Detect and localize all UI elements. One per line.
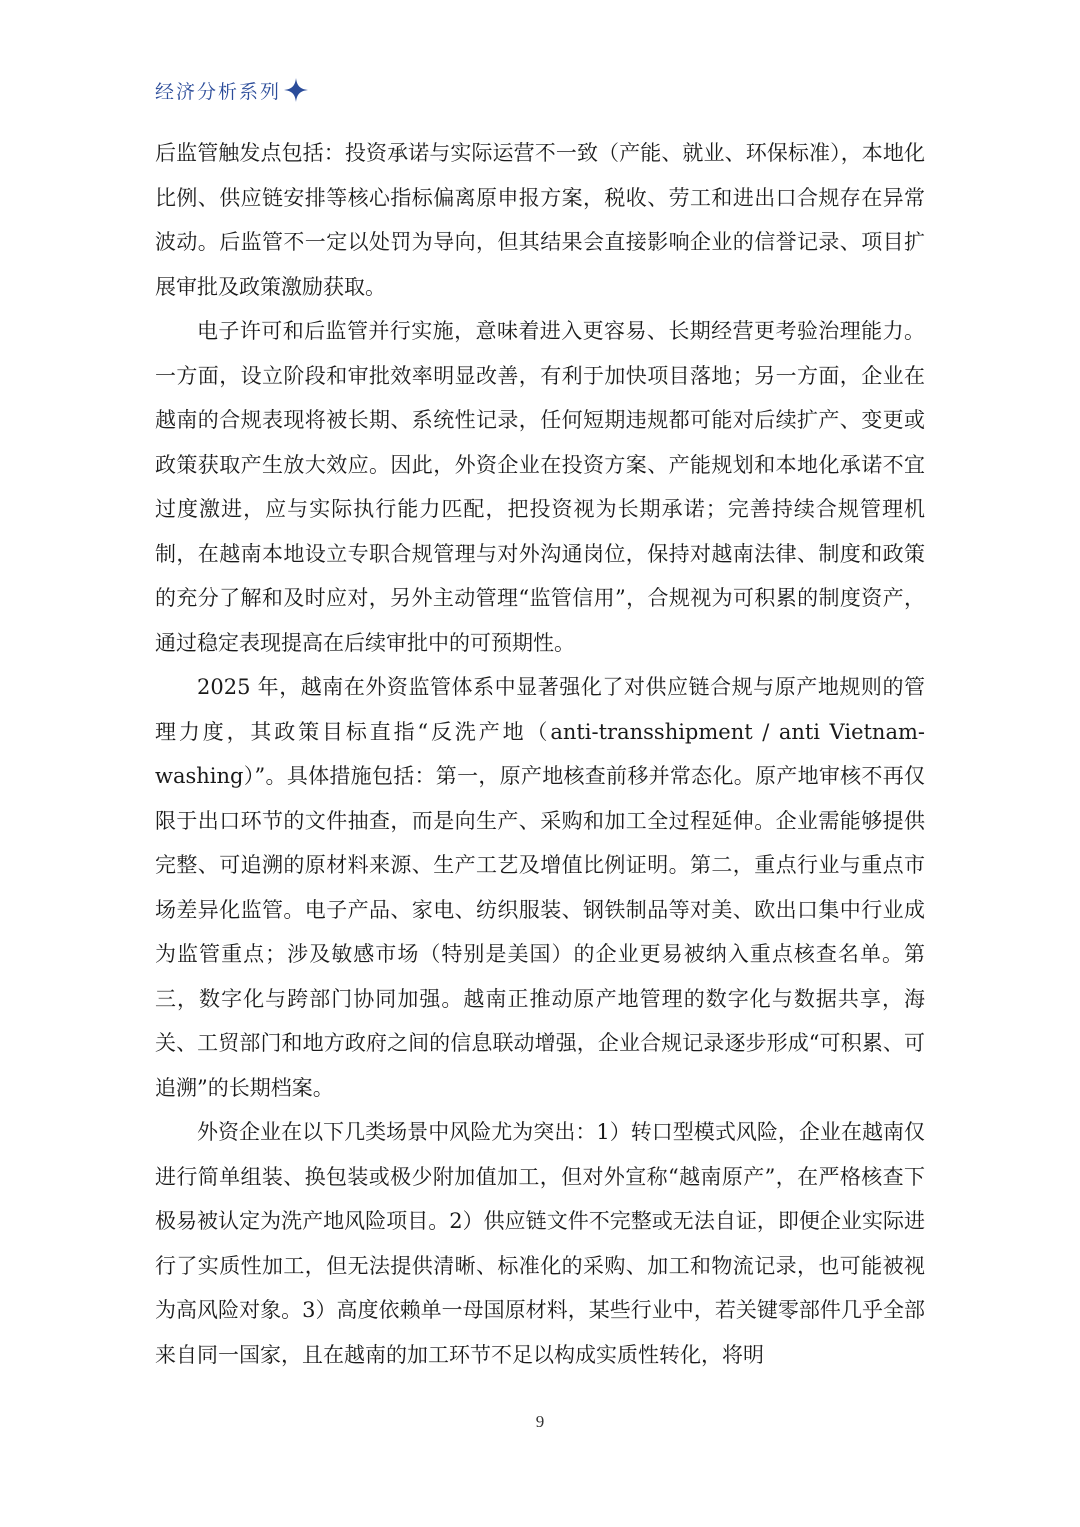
paragraph: 2025 年，越南在外资监管体系中显著强化了对供应链合规与原产地规则的管理力度，其政策目标直指“反洗产地（anti-transshipment / anti Vietnam-washing）”。具体措施包括：第一，原产地核查前移并常态化。原产地审核不再仅限于出口环节的文件抽查，而是向生产、采购和加工全过程延伸。企业需能够提供完整、可追溯的原材料来源、生产工艺及增值比例证明。第二，重点行业与重点市场差异化监管。电子产品、家电、纺织服装、钢铁制品等对美、欧出口集中行业成为监管重点；涉及敏感市场（特别是美国）的企业更易被纳入重点核查名单。第三，数字化与跨部门协同加强。越南正推动原产地管理的数字化与数据共享，海关、工贸部门和地方政府之间的信息联动增强，企业合规记录逐步形成“可积累、可追溯”的长期档案。 [155,675,925,1100]
paragraph: 电子许可和后监管并行实施，意味着进入更容易、长期经营更考验治理能力。一方面，设立阶段和审批效率明显改善，有利于加快项目落地；另一方面，企业在越南的合规表现将被长期、系统性记录，任何短期违规都可能对后续扩产、变更或政策获取产生放大效应。因此，外资企业在投资方案、产能规划和本地化承诺不宜过度激进，应与实际执行能力匹配，把投资视为长期承诺；完善持续合规管理机制，在越南本地设立专职合规管理与对外沟通岗位，保持对越南法律、制度和政策的充分了解和及时应对，另外主动管理“监管信用”，合规视为可积累的制度资产，通过稳定表现提高在后续审批中的可预期性。 [155,319,925,655]
page-number: 9 [535,1412,545,1431]
series-title: 经济分析系列 [155,80,282,103]
paragraph: 后监管触发点包括：投资承诺与实际运营不一致（产能、就业、环保标准），本地化比例、供应链安排等核心指标偏离原申报方案，税收、劳工和进出口合规存在异常波动。后监管不一定以处罚为导向，但其结果会直接影响企业的信誉记录、项目扩展审批及政策激励获取。 [155,141,925,299]
four-point-star-icon [283,77,309,103]
paragraph: 外资企业在以下几类场景中风险尤为突出：1）转口型模式风险，企业在越南仅进行简单组装、换包装或极少附加值加工，但对外宣称“越南原产”，在严格核查下极易被认定为洗产地风险项目。2）供应链文件不完整或无法自证，即便企业实际进行了实质性加工，但无法提供清晰、标准化的采购、加工和物流记录，也可能被视为高风险对象。3）高度依赖单一母国原材料，某些行业中，若关键零部件几乎全部来自同一国家，且在越南的加工环节不足以构成实质性转化，将明 [155,1120,925,1367]
body-text [155,131,925,1377]
page-header [155,74,309,106]
